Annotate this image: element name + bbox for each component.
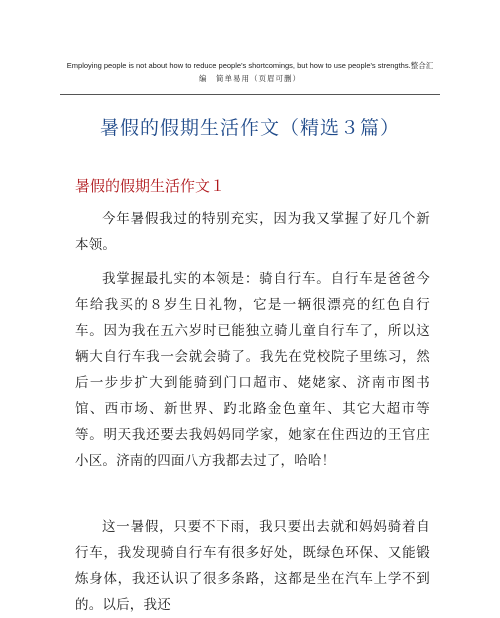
header-note: 编 简单易用（页眉可删） — [199, 74, 301, 83]
paragraph-3: 这一暑假，只要不下雨，我只要出去就和妈妈骑着自行车，我发现骑自行车有很多好处，既绿色环保、又能锻炼身体，我还认识了很多条路，这都是坐在汽车上学不到的。以后，我还 — [75, 519, 430, 613]
section-heading: 暑假的假期生活作文１ — [75, 177, 226, 195]
page-header — [60, 61, 440, 84]
header-quote: Employing people is not about how to reduce people's shortcomings, but how to use people's strengths.整合汇 — [66, 61, 434, 70]
header-divider — [60, 94, 440, 95]
paragraph-2: 我掌握最扎实的本领是：骑自行车。自行车是爸爸今年给我买的８岁生日礼物，它是一辆很漂亮的红色自行车。因为我在五六岁时已能独立骑儿童自行车了，所以这辆大自行车我一会就会骑了。我先在党校院子里练习，然后一步步扩大到能骑到门口超市、姥姥家、济南市图书馆、西市场、新世界、趵北路金色童年、其它大超市等等。明天我还要去我妈妈同学家，她家在住西边的王官庄小区。济南的四面八方我都去过了，哈哈！ — [75, 271, 430, 469]
document-title: 暑假的假期生活作文（精选３篇） — [99, 117, 400, 139]
paragraph-1: 今年暑假我过的特别充实，因为我又掌握了好几个新本领。 — [75, 211, 430, 253]
